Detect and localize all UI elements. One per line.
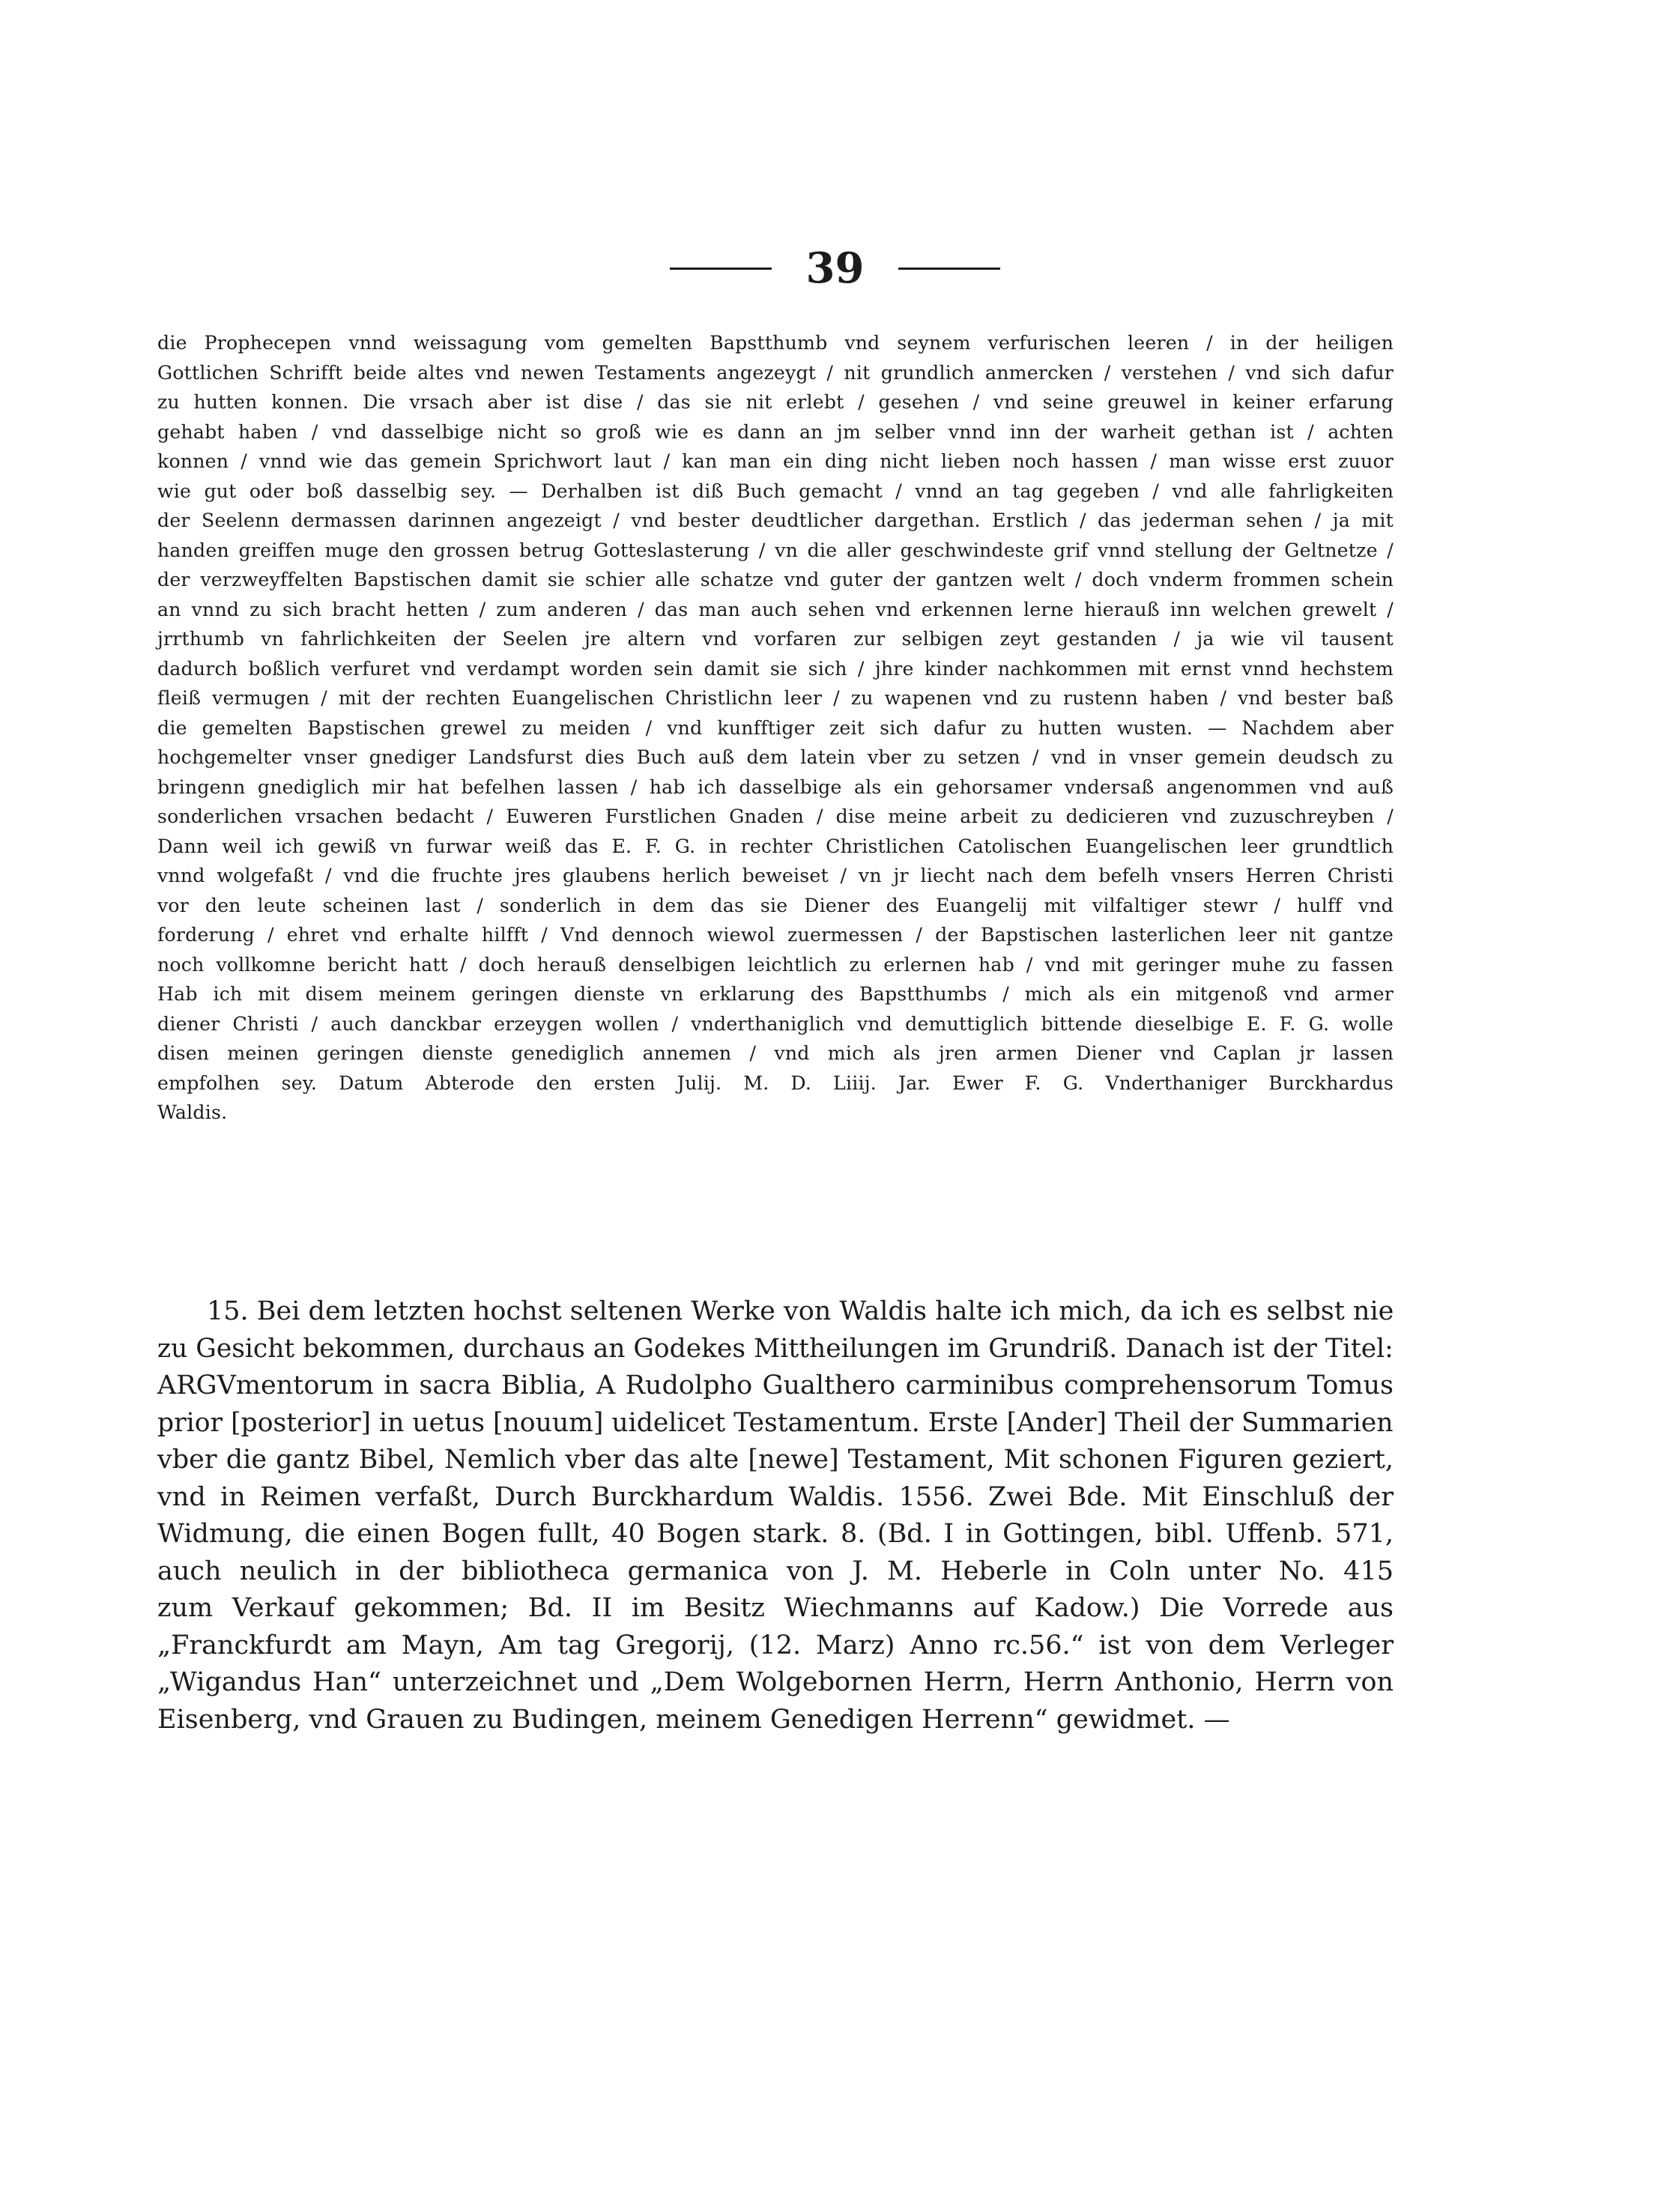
quote-line: Gottlichen Schrifft beide altes vnd newen Testaments angezeygt / nit grundlich anmercken / verstehen / vnd sich dafur	[157, 361, 1394, 384]
quote-line: der Seelenn dermassen darinnen angezeigt / vnd bester deudtlicher dargethan. Erstlich / das jederman sehen / ja mit	[157, 510, 1394, 531]
note-line: ARGVmentorum in sacra Biblia, A Rudolpho Gualthero carminibus comprehensorum Tomus	[157, 1371, 1394, 1400]
note-line: 15. Bei dem letzten hochst seltenen Werke von Waldis halte ich mich, da ich es selbst nie	[207, 1296, 1394, 1326]
quote-line: konnen / vnnd wie das gemein Sprichwort laut / kan man ein ding nicht lieben noch hassen / man wisse erst zuuor	[157, 450, 1394, 472]
note-line: prior [posterior] in uetus [nouum] uidelicet Testamentum. Erste [Ander] Theil der Summarien	[157, 1407, 1394, 1438]
note-line: „Wigandus Han“ unterzeichnet und „Dem Wolgebornen Herrn, Herrn Anthonio, Herrn von	[157, 1667, 1394, 1697]
quote-line: Hab ich mit disem meinem geringen dienste vn erklarung des Bapstthumbs / mich als ein mitgenoß vnd armer	[157, 983, 1394, 1005]
quote-line: diener Christi / auch danckbar erzeygen wollen / vnderthaniglich vnd demuttiglich bittende dieselbige E. F. G. wolle	[157, 1012, 1394, 1035]
quote-line: die gemelten Bapstischen grewel zu meiden / vnd kunfftiger zeit sich dafur zu hutten wusten. — Nachdem aber	[157, 716, 1394, 739]
note-line: vnd in Reimen verfaßt, Durch Burckhardum Waldis. 1556. Zwei Bde. Mit Einschluß der	[157, 1481, 1394, 1512]
quote-line: forderung / ehret vnd erhalte hilfft / Vnd dennoch wiewol zuermessen / der Bapstischen lasterlichen leer nit gantze	[157, 924, 1394, 946]
note-line: auch neulich in der bibliotheca germanica von J. M. Heberle in Coln unter No. 415	[157, 1556, 1394, 1586]
quote-line: vnnd wolgefaßt / vnd die fruchte jres glaubens herlich beweiset / vn jr liecht nach dem befelh vnsers Herren Christi	[157, 865, 1394, 886]
quote-line: wie gut oder boß dasselbig sey. — Derhalben ist diß Buch gemacht / vnnd an tag gegeben / vnd alle fahrligkeiten	[157, 480, 1394, 502]
note-line: zu Gesicht bekommen, durchaus an Godekes Mittheilungen im Grundriß. Danach ist der Titel:	[157, 1333, 1394, 1364]
quote-line: dadurch boßlich verfuret vnd verdampt worden sein damit sie sich / jhre kinder nachkommen mit ernst vnnd hechstem	[157, 657, 1394, 680]
quote-line: zu hutten konnen. Die vrsach aber ist dise / das sie nit erlebt / gesehen / vnd seine greuwel in keiner erfarung	[157, 391, 1394, 413]
quote-line: an vnnd zu sich bracht hetten / zum anderen / das man auch sehen vnd erkennen lerne hierauß inn welchen grewelt /	[157, 598, 1394, 620]
note-line: „Franckfurdt am Mayn, Am tag Gregorij, (12. Marz) Anno rc.56.“ ist von dem Verleger	[157, 1630, 1394, 1660]
quote-line: gehabt haben / vnd dasselbige nicht so groß wie es dann an jm selber vnnd inn der warheit gethan ist / achten	[157, 420, 1394, 443]
quote-line: Waldis.	[157, 1102, 228, 1123]
quote-line: hochgemelter vnser gnediger Landsfurst dies Buch auß dem latein vber zu setzen / vnd in vnser gemein deudsch zu	[157, 746, 1394, 768]
quoted-dedication-text	[157, 328, 1394, 1128]
note-line: vber die gantz Bibel, Nemlich vber das alte [newe] Testament, Mit schonen Figuren geziert,	[157, 1445, 1394, 1475]
quote-line: der verzweyffelten Bapstischen damit sie schier alle schatze vnd guter der gantzen welt / doch vnderm frommen schein	[157, 569, 1394, 590]
quote-line: empfolhen sey. Datum Abterode den ersten Julij. M. D. Liiij. Jar. Ewer F. G. Vnderthaniger Burckhardus	[157, 1072, 1394, 1094]
page-header	[0, 241, 1670, 295]
quote-line: bringenn gnediglich mir hat befelhen lassen / hab ich dasselbige als ein gehorsamer vndersaß angenommen vnd auß	[157, 776, 1394, 798]
quote-line: noch vollkomne bericht hatt / doch herauß denselbigen leichtlich zu erlernen hab / vnd mit geringer muhe zu fassen	[157, 953, 1394, 976]
quote-line: fleiß vermugen / mit der rechten Euangelischen Christlichn leer / zu wapenen vnd zu rustenn haben / vnd bester baß	[157, 687, 1394, 709]
quote-line: sonderlichen vrsachen bedacht / Euweren Furstlichen Gnaden / dise meine arbeit zu dedicieren vnd zuzuschreyben /	[157, 806, 1394, 827]
note-line: Widmung, die einen Bogen fullt, 40 Bogen stark. 8. (Bd. I in Gottingen, bibl. Uffenb. 571,	[157, 1519, 1394, 1549]
note-paragraph-15	[157, 1293, 1394, 1738]
quote-line: handen greiffen muge den grossen betrug Gotteslasterung / vn die aller geschwindeste grif vnnd stellung der Geltnetze /	[157, 539, 1394, 561]
quote-line: vor den leute scheinen last / sonderlich in dem das sie Diener des Euangelij mit vilfaltiger stewr / hulff vnd	[157, 894, 1394, 916]
quote-line: Dann weil ich gewiß vn furwar weiß das E. F. G. in rechter Christlichen Catolischen Euangelischen leer grundtlich	[157, 835, 1394, 857]
left-rule	[670, 268, 772, 270]
right-rule	[898, 268, 1000, 270]
quote-line: die Prophecepen vnnd weissagung vom gemelten Bapstthumb vnd seynem verfurischen leeren / in der heiligen	[157, 332, 1394, 354]
note-line: Eisenberg, vnd Grauen zu Budingen, meinem Genedigen Herrenn“ gewidmet. —	[157, 1704, 1230, 1735]
note-line: zum Verkauf gekommen; Bd. II im Besitz Wiechmanns auf Kadow.) Die Vorrede aus	[157, 1593, 1394, 1623]
quote-line: disen meinen geringen dienste genediglich annemen / vnd mich als jren armen Diener vnd Caplan jr lassen	[157, 1042, 1394, 1064]
quote-line: jrrthumb vn fahrlichkeiten der Seelen jre altern vnd vorfaren zur selbigen zeyt gestanden / ja wie vil tausent	[157, 628, 1394, 650]
page-number: 39	[805, 244, 865, 293]
